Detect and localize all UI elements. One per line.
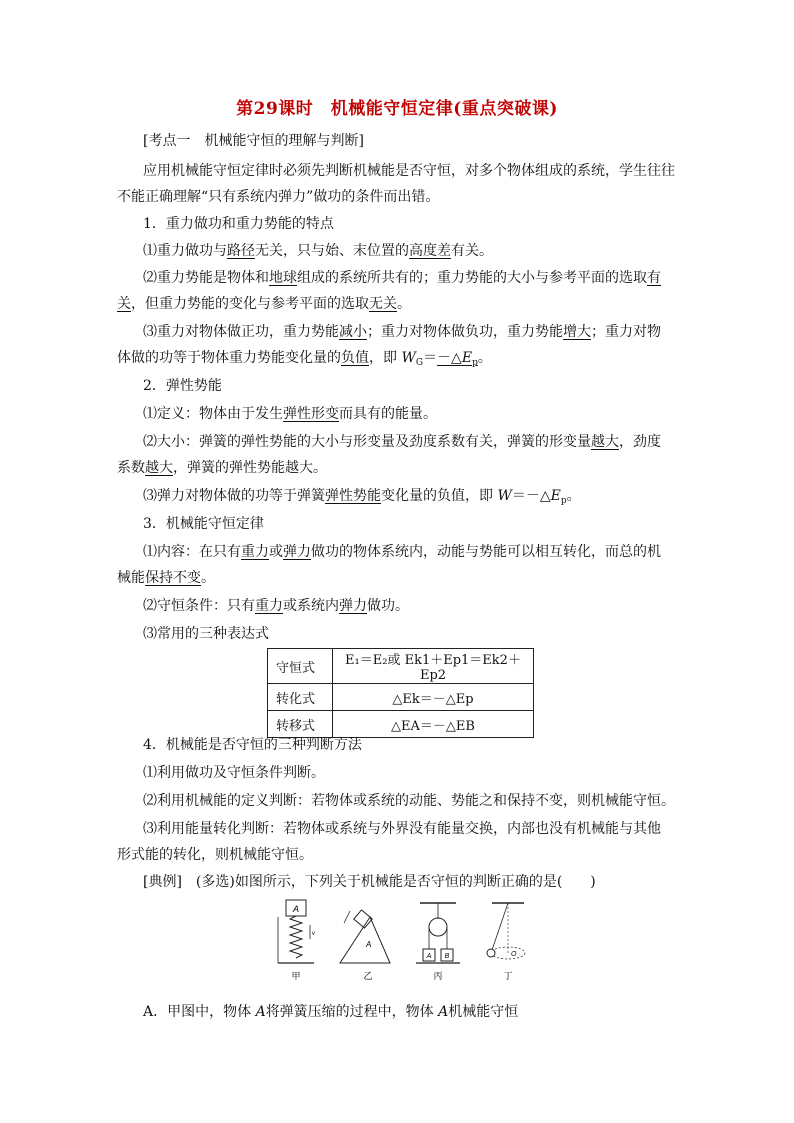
heading-gravity: 1．重力做功和重力势能的特点: [143, 216, 334, 232]
expressions-table: [267, 648, 534, 738]
conservation-point-1-cont: 械能保持不变。: [117, 570, 215, 586]
table-cell-formula: △EA＝－△EB: [333, 711, 534, 738]
heading-elastic: 2．弹性势能: [143, 378, 222, 394]
incline-a-label: A: [366, 940, 372, 949]
gravity-point-2: ⑵重力势能是物体和地球组成的系统所共有的；重力势能的大小与参考平面的选取有: [143, 270, 661, 286]
heading-methods: 4．机械能是否守恒的三种判断方法: [143, 737, 362, 753]
table-row: [268, 649, 534, 684]
conservation-point-3: ⑶常用的三种表达式: [143, 626, 269, 642]
velocity-label: v: [312, 931, 315, 937]
example-figures: [270, 895, 530, 990]
page-title: 第29课时 机械能守恒定律(重点突破课): [236, 99, 558, 119]
block-b-label: B: [444, 953, 450, 960]
block-a-label: A: [292, 904, 300, 914]
intro-line-2: 不能正确理解“只有系统内弹力”做功的条件而出错。: [117, 189, 440, 205]
figure-label-ding: 丁: [503, 971, 513, 981]
table-cell-label: 转移式: [268, 711, 333, 738]
gravity-point-3: ⑶重力对物体做正功，重力势能减小；重力对物体做负功，重力势能增大；重力对物: [143, 324, 661, 340]
method-3-cont: 形式能的转化，则机械能守恒。: [117, 847, 313, 863]
figure-label-yi: 乙: [363, 971, 373, 981]
method-1: ⑴利用做功及守恒条件判断。: [143, 765, 325, 781]
method-2: ⑵利用机械能的定义判断：若物体或系统的动能、势能之和保持不变，则机械能守恒。: [143, 793, 675, 809]
conservation-point-1: ⑴内容：在只有重力或弹力做功的物体系统内，动能与势能可以相互转化，而总的机: [143, 544, 661, 560]
figure-label-jia: 甲: [291, 971, 301, 981]
elastic-point-3: ⑶弹力对物体做的功等于弹簧弹性势能变化量的负值，即 $W=-\triangle E_p$。: [143, 488, 581, 506]
gravity-point-2-cont: 关，但重力势能的变化与参考平面的选取无关。: [117, 296, 411, 312]
table-row: [268, 684, 534, 711]
table-cell-label: 守恒式: [268, 649, 333, 684]
method-3: ⑶利用能量转化判断：若物体或系统与外界没有能量交换，内部也没有机械能与其他: [143, 821, 661, 837]
table-row: [268, 711, 534, 738]
option-a: A．甲图中，物体 A将弹簧压缩的过程中，物体 A机械能守恒: [143, 1004, 519, 1020]
gravity-point-3-cont: 体做的功等于物体重力势能变化量的负值，即 $W_G=-\triangle E_p$。: [117, 350, 492, 368]
conservation-point-2: ⑵守恒条件：只有重力或系统内弹力做功。: [143, 598, 409, 614]
heading-conservation: 3．机械能守恒定律: [143, 516, 264, 532]
table-cell-formula: E₁＝E₂或 Ek1＋Ep1＝Ek2＋Ep2: [333, 649, 534, 684]
figure-bing: [416, 903, 460, 981]
intro-line-1: 应用机械能守恒定律时必须先判断机械能是否守恒，对多个物体组成的系统，学生往往: [143, 163, 675, 179]
elastic-point-2: ⑵大小：弹簧的弹性势能的大小与形变量及劲度系数有关，弹簧的形变量越大，劲度: [143, 434, 661, 450]
figure-label-bing: 丙: [433, 971, 443, 981]
gravity-point-1: ⑴重力做功与路径无关，只与始、末位置的高度差有关。: [143, 243, 493, 259]
block-a-label: A: [426, 953, 432, 960]
figure-ding: [487, 903, 525, 981]
table-cell-formula: △Ek＝－△Ep: [333, 684, 534, 711]
table-cell-label: 转化式: [268, 684, 333, 711]
elastic-point-2-cont: 系数越大，弹簧的弹性势能越大。: [117, 460, 327, 476]
center-o-label: O: [511, 951, 517, 958]
elastic-point-1: ⑴定义：物体由于发生弹性形变而具有的能量。: [143, 406, 437, 422]
section-tag: [考点一 机械能守恒的理解与判断]: [143, 133, 364, 149]
figure-jia: [278, 900, 316, 981]
figure-yi: [340, 910, 390, 981]
example-question: [典例] (多选)如图所示，下列关于机械能是否守恒的判断正确的是( ): [143, 874, 596, 890]
